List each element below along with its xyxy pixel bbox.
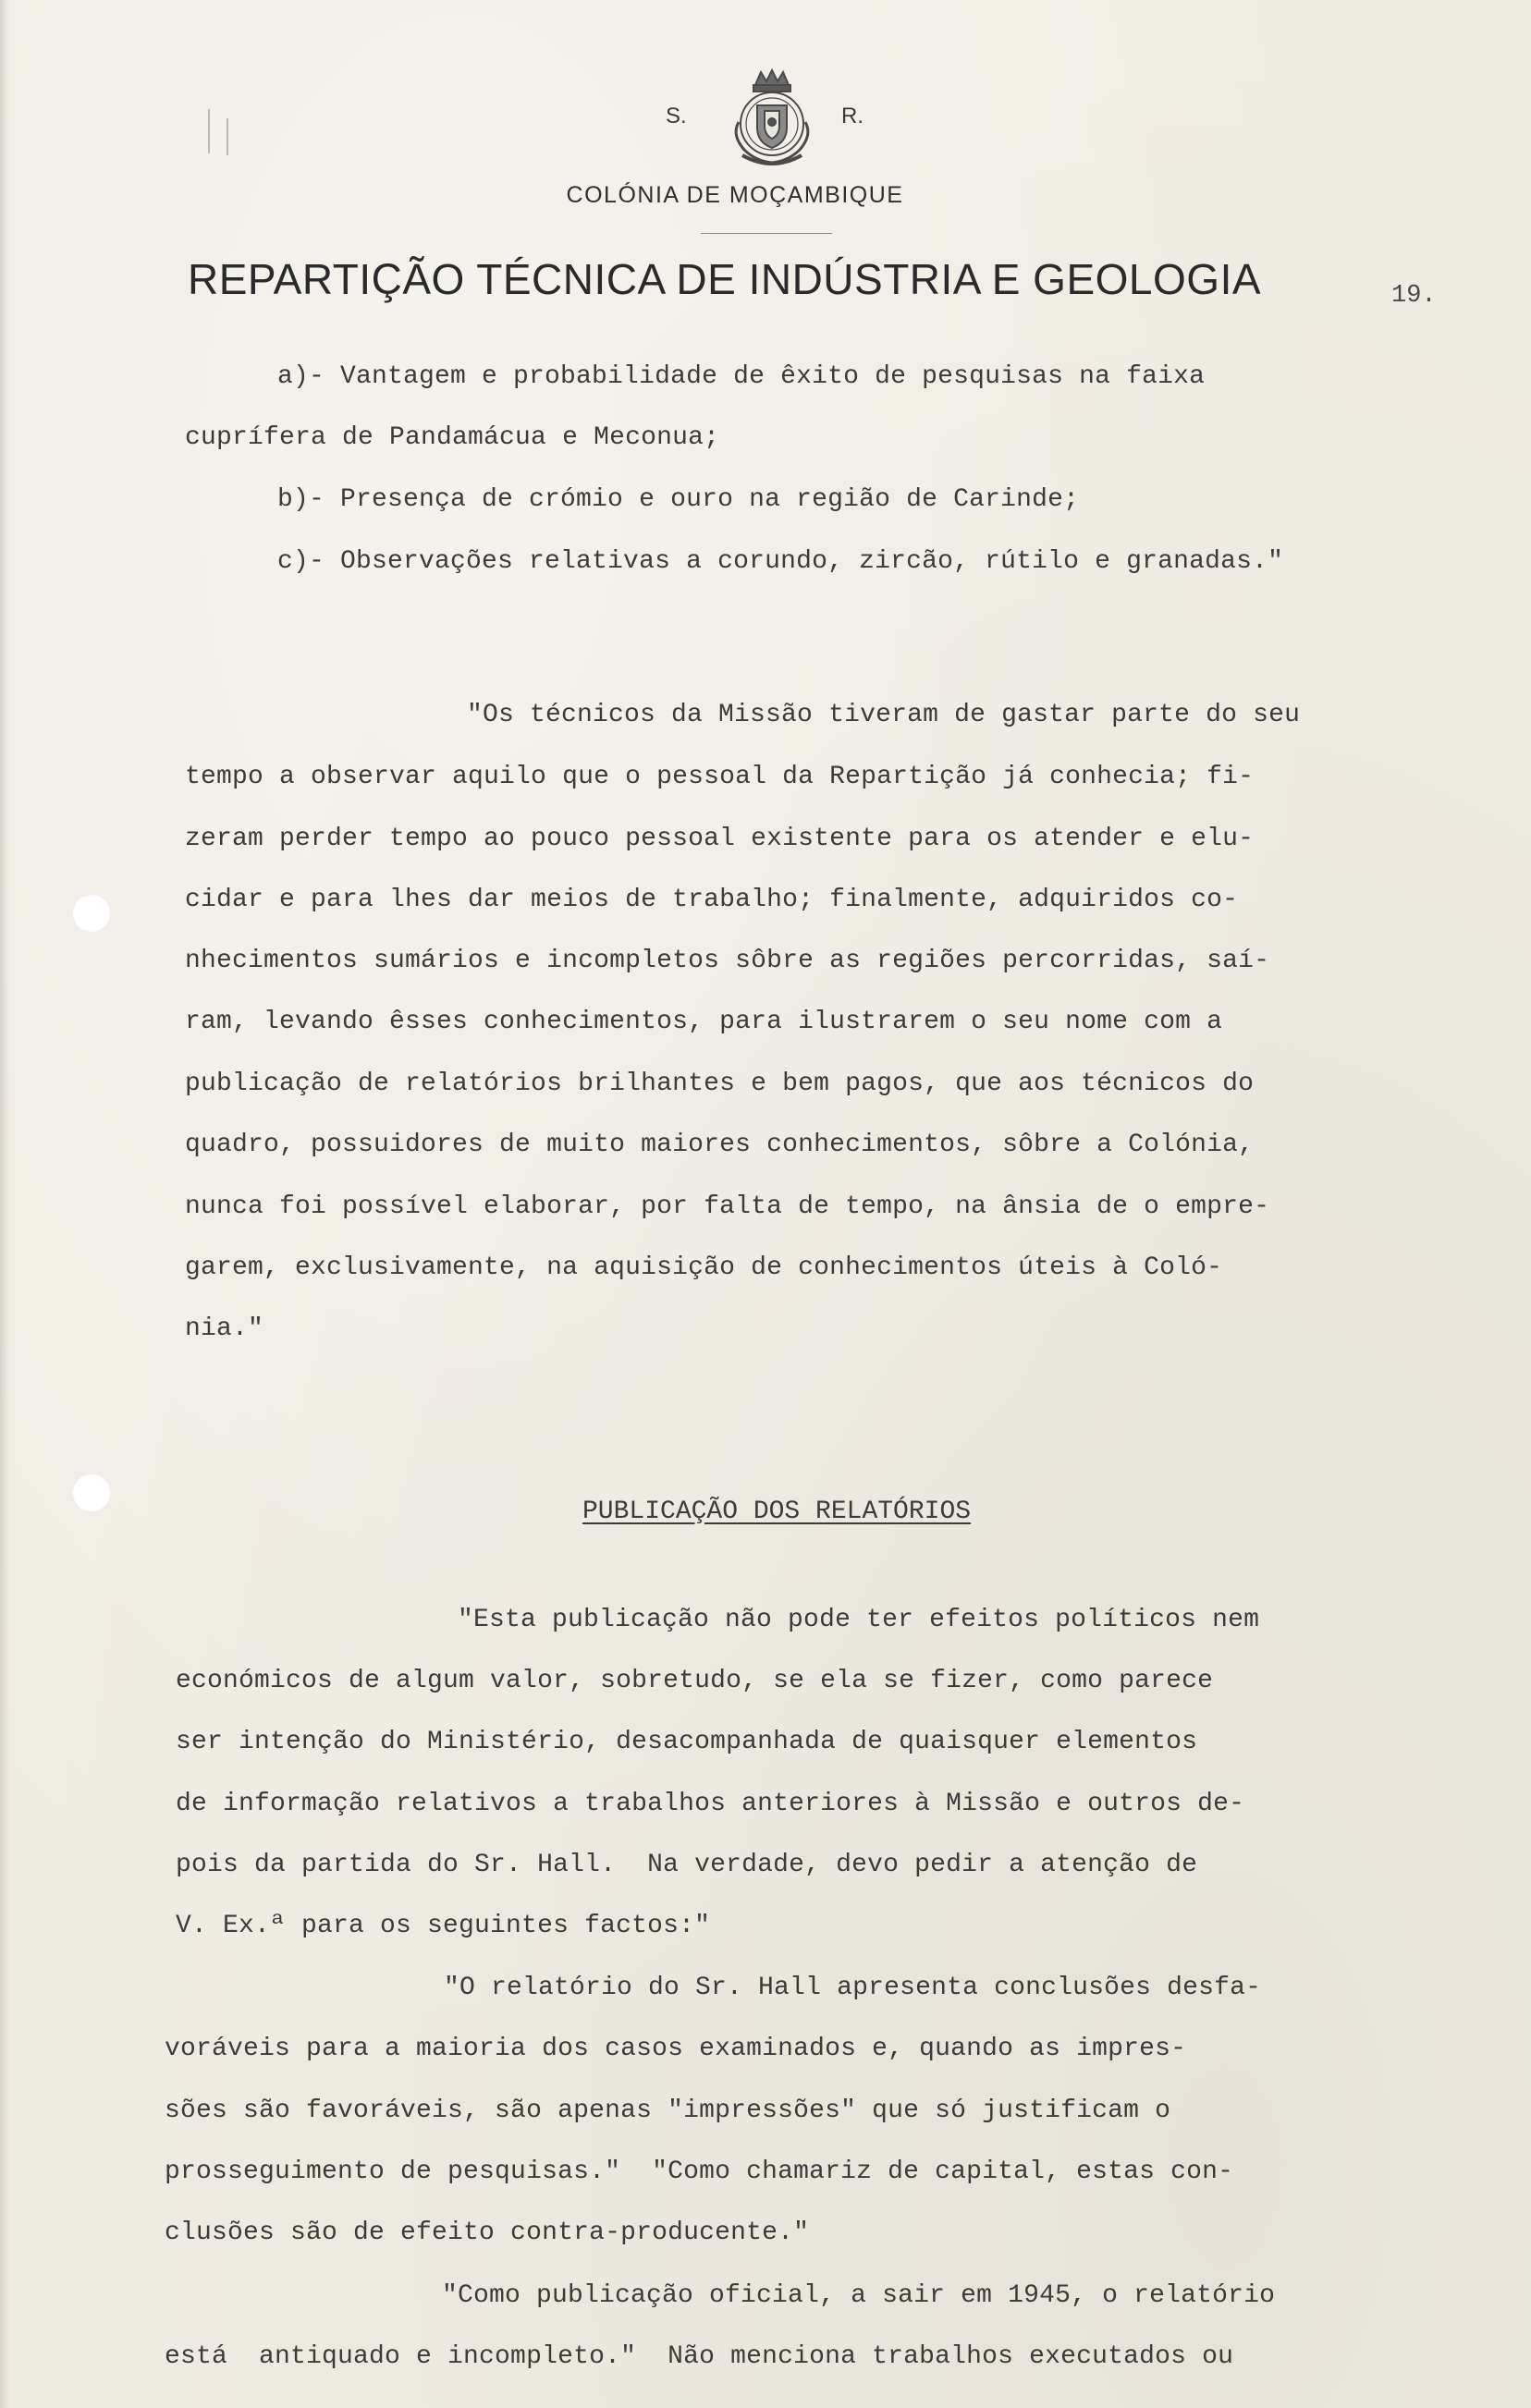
letterhead	[0, 0, 1531, 310]
section-heading: PUBLICAÇÃO DOS RELATÓRIOS	[582, 1497, 972, 1526]
paragraph-line: quadro, possuidores de muito maiores conhecimentos, sôbre a Colónia,	[185, 1131, 1255, 1159]
paragraph-line: económicos de algum valor, sobretudo, se ela se fizer, como parece	[176, 1667, 1214, 1695]
paragraph-line: zeram perder tempo ao pouco pessoal existente para os atender e elu-	[185, 825, 1255, 853]
divider	[701, 233, 832, 234]
paragraph-line: pois da partida do Sr. Hall. Na verdade, devo pedir a atenção de	[176, 1851, 1198, 1879]
page-number: 19.	[1391, 282, 1437, 310]
paragraph-line: está antiquado e incompleto." Não menciona trabalhos executados ou	[165, 2342, 1234, 2371]
paragraph-line: "Como publicação oficial, a sair em 1945, o relatório	[442, 2281, 1276, 2310]
paragraph-line: clusões são de efeito contra-producente."	[165, 2219, 810, 2247]
coat-of-arms-icon	[718, 65, 826, 172]
binder-hole	[72, 1473, 111, 1512]
paragraph-line: prosseguimento de pesquisas." "Como chamariz de capital, estas con-	[165, 2157, 1234, 2186]
paragraph-line: voráveis para a maioria dos casos examinados e, quando as impres-	[165, 2035, 1187, 2063]
paragraph-line: "Os técnicos da Missão tiveram de gastar parte do seu	[467, 701, 1301, 729]
paragraph-line: V. Ex.ª para os seguintes factos:"	[176, 1912, 711, 1940]
list-line: b)- Presença de crómio e ouro na região de Carinde;	[277, 485, 1080, 514]
paragraph-line: garem, exclusivamente, na aquisição de conhecimentos úteis à Coló-	[185, 1253, 1223, 1282]
paragraph-line: "Esta publicação não pode ter efeitos políticos nem	[458, 1606, 1260, 1634]
paragraph-line: "O relatório do Sr. Hall apresenta conclusões desfa-	[444, 1974, 1262, 2002]
department-title: REPARTIÇÃO TÉCNICA DE INDÚSTRIA E GEOLOGIA	[188, 255, 1262, 303]
paragraph-line: tempo a observar aquilo que o pessoal da Repartição já conhecia; fi-	[185, 763, 1255, 791]
paragraph-line: nunca foi possível elaborar, por falta de tempo, na ânsia de o empre-	[185, 1192, 1270, 1221]
paragraph-line: nhecimentos sumários e incompletos sôbre as regiões percorridas, saí-	[185, 947, 1270, 975]
seal-letter-right: R.	[841, 104, 863, 128]
seal-letter-left: S.	[666, 104, 687, 128]
list-line: a)- Vantagem e probabilidade de êxito de pesquisas na faixa	[277, 362, 1206, 391]
paragraph-line: cidar e para lhes dar meios de trabalho; finalmente, adquiridos co-	[185, 886, 1239, 914]
colony-name: COLÓNIA DE MOÇAMBIQUE	[566, 182, 904, 208]
paragraph-line: publicação de relatórios brilhantes e bem pagos, que aos técnicos do	[185, 1070, 1255, 1098]
page-edge	[0, 0, 9, 2408]
paragraph-line: ser intenção do Ministério, desacompanhada de quaisquer elementos	[176, 1728, 1198, 1756]
list-line: c)- Observações relativas a corundo, zircão, rútilo e granadas."	[277, 547, 1284, 576]
seal-row	[661, 65, 883, 176]
binder-hole	[72, 894, 111, 933]
paragraph-line: sões são favoráveis, são apenas "impressões" que só justificam o	[165, 2096, 1171, 2125]
paragraph-line: de informação relativos a trabalhos anteriores à Missão e outros de-	[176, 1790, 1245, 1818]
list-line: cuprífera de Pandamácua e Meconua;	[185, 423, 720, 452]
paragraph-line: ram, levando êsses conhecimentos, para ilustrarem o seu nome com a	[185, 1008, 1223, 1036]
paragraph-line: nia."	[185, 1314, 264, 1343]
